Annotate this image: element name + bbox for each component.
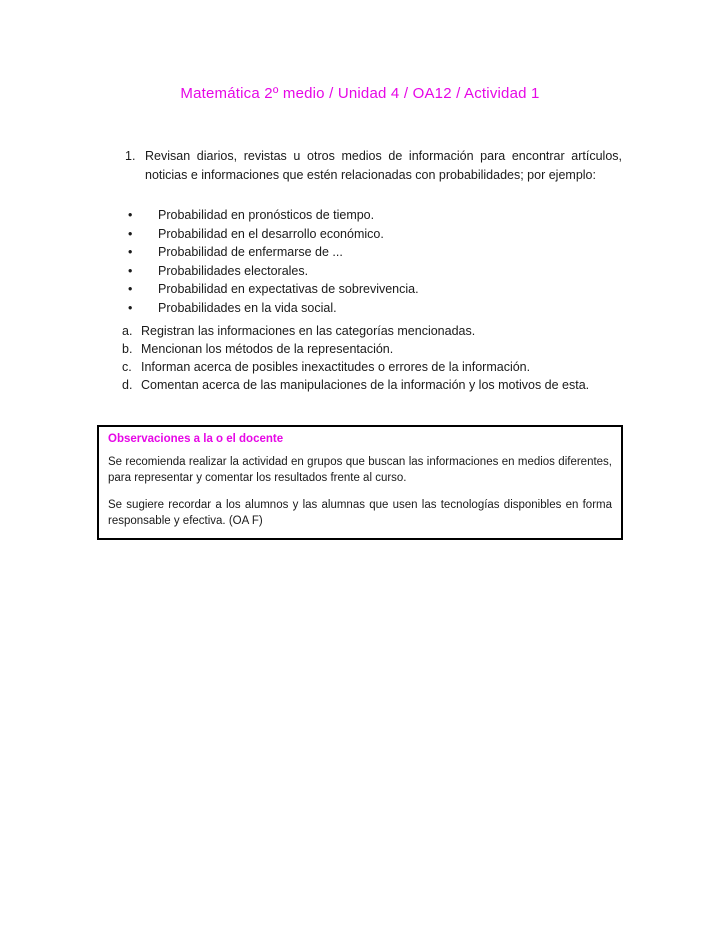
bullet-icon: • xyxy=(128,263,133,278)
activity-item-1 xyxy=(125,147,622,185)
list-item xyxy=(128,206,622,225)
step-row xyxy=(122,340,624,358)
list-item xyxy=(128,280,622,299)
step-label: b. xyxy=(122,342,133,356)
step-list xyxy=(122,322,624,394)
step-label: a. xyxy=(122,324,133,338)
teacher-notes-box xyxy=(97,425,623,540)
step-row xyxy=(122,376,624,394)
teacher-notes-paragraph: Se recomienda realizar la actividad en grupos que buscan las informaciones en medios diferentes, para representar y comentar los resultados frente al curso. xyxy=(108,456,612,484)
step-text: Informan acerca de posibles inexactitudes o errores de la información. xyxy=(141,360,531,374)
bullet-text: Probabilidades electorales. xyxy=(158,263,309,278)
list-item xyxy=(128,225,622,244)
step-text: Registran las informaciones en las categorías mencionadas. xyxy=(141,324,476,338)
step-row xyxy=(122,322,624,340)
bullet-icon: • xyxy=(128,300,133,315)
list-item xyxy=(128,299,622,318)
item-number: 1. xyxy=(125,149,136,163)
bullet-text: Probabilidad en el desarrollo económico. xyxy=(158,226,384,241)
page-title: Matemática 2º medio / Unidad 4 / OA12 / Actividad 1 xyxy=(180,85,540,102)
step-text: Mencionan los métodos de la representación. xyxy=(141,342,394,356)
teacher-notes-heading: Observaciones a la o el docente xyxy=(108,433,284,445)
bullet-text: Probabilidad de enfermarse de ... xyxy=(158,245,343,259)
step-label: d. xyxy=(122,378,133,392)
step-row xyxy=(122,358,624,376)
list-item xyxy=(128,262,622,281)
bullet-text: Probabilidades en la vida social. xyxy=(158,300,337,315)
bullet-icon: • xyxy=(128,226,133,241)
item-intro-text: Revisan diarios, revistas u otros medios de información para encontrar artículos, noticias e informaciones que estén relacionadas con probabilidades; por ejemplo: xyxy=(145,149,622,182)
bullet-icon: • xyxy=(128,245,133,259)
teacher-notes-paragraph: Se sugiere recordar a los alumnos y las alumnas que usen las tecnologías disponibles en forma responsable y efectiva. (OA F) xyxy=(108,499,612,527)
step-text: Comentan acerca de las manipulaciones de la información y los motivos de esta. xyxy=(141,378,590,392)
bullet-list xyxy=(128,206,622,317)
bullet-icon: • xyxy=(128,208,133,222)
list-item xyxy=(128,243,622,262)
bullet-text: Probabilidad en expectativas de sobrevivencia. xyxy=(158,282,419,296)
step-label: c. xyxy=(122,360,132,374)
bullet-text: Probabilidad en pronósticos de tiempo. xyxy=(158,208,375,222)
bullet-icon: • xyxy=(128,282,133,296)
